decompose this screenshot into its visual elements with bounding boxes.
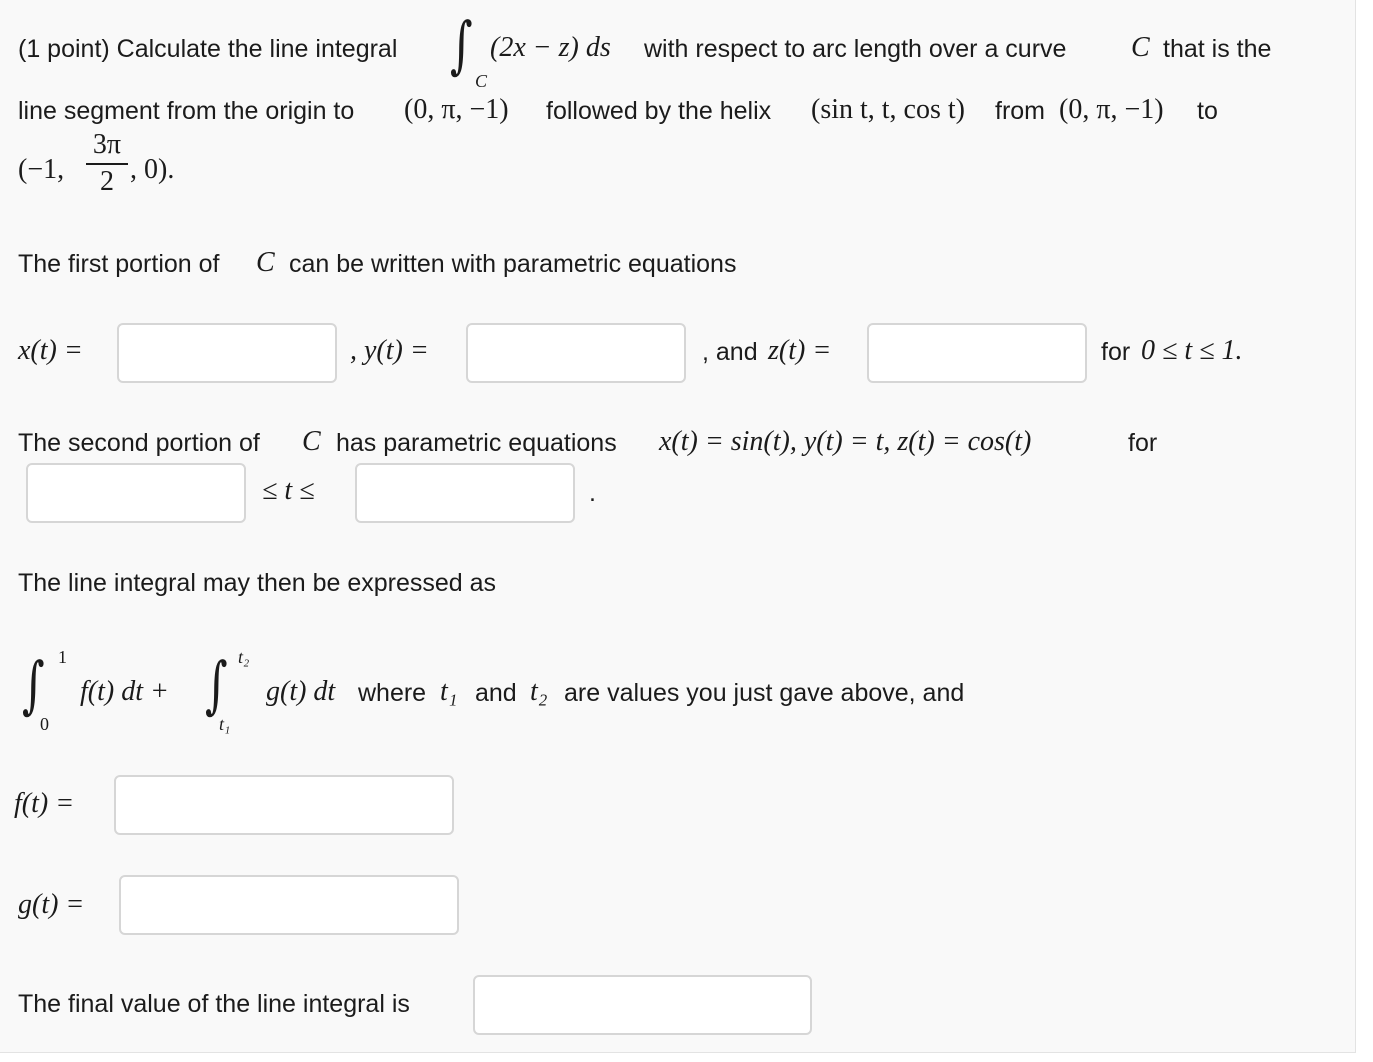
period: . bbox=[589, 479, 596, 507]
intro-suffix-b: that is the bbox=[1163, 35, 1272, 63]
where-a: where bbox=[358, 679, 427, 707]
integral-sign: ∫ bbox=[450, 8, 473, 81]
integral-1-upper: 1 bbox=[58, 647, 67, 667]
t1-symbol: t₁ bbox=[440, 676, 458, 707]
x-input[interactable] bbox=[117, 323, 337, 383]
t2-symbol: t₂ bbox=[530, 676, 548, 707]
integral-2-upper: t₂ bbox=[238, 647, 250, 667]
line2-d: to bbox=[1197, 97, 1218, 125]
t-lower-input[interactable] bbox=[26, 463, 246, 523]
where-c: are values you just gave above, and bbox=[564, 679, 965, 707]
line2-b: followed by the helix bbox=[546, 97, 772, 125]
endpoint-numerator: 3π bbox=[92, 129, 122, 160]
g-label: g(t) = bbox=[18, 889, 85, 920]
g-input[interactable] bbox=[119, 875, 459, 935]
first-portion-curve: C bbox=[256, 247, 275, 278]
t-range-ineq: ≤ t ≤ bbox=[262, 475, 315, 506]
integral-sign-1: ∫ bbox=[22, 648, 45, 721]
second-portion-for: for bbox=[1128, 429, 1158, 457]
expression-text: The line integral may then be expressed as bbox=[18, 569, 497, 597]
second-portion-curve: C bbox=[302, 426, 321, 457]
line2-c: from bbox=[995, 97, 1045, 125]
integral-2-lower: t₁ bbox=[219, 714, 231, 734]
helix-equations: x(t) = sin(t), y(t) = t, z(t) = cos(t) bbox=[659, 426, 1032, 457]
z-input[interactable] bbox=[867, 323, 1087, 383]
first-portion-b: can be written with parametric equations bbox=[289, 250, 737, 278]
z-label-b: z(t) = bbox=[768, 335, 832, 366]
z-label-a: , and bbox=[702, 338, 758, 366]
y-input[interactable] bbox=[466, 323, 686, 383]
y-label: , y(t) = bbox=[350, 335, 429, 366]
f-term: f(t) dt + bbox=[80, 676, 169, 707]
g-term: g(t) dt bbox=[266, 676, 336, 707]
second-portion-a: The second portion of bbox=[18, 429, 260, 457]
point-1: (0, π, −1) bbox=[404, 94, 509, 125]
intro-prefix: (1 point) Calculate the line integral bbox=[18, 35, 398, 63]
endpoint-open: (−1, bbox=[18, 154, 65, 185]
range-for: for bbox=[1101, 338, 1131, 366]
helix-expression: (sin t, t, cos t) bbox=[811, 94, 965, 125]
range-ineq: 0 ≤ t ≤ 1. bbox=[1141, 335, 1243, 366]
f-label: f(t) = bbox=[14, 788, 75, 819]
second-portion-b: has parametric equations bbox=[336, 429, 617, 457]
f-input[interactable] bbox=[114, 775, 454, 835]
integral-subscript: C bbox=[475, 71, 488, 91]
intro-suffix-a: with respect to arc length over a curve bbox=[644, 35, 1067, 63]
x-label: x(t) = bbox=[18, 335, 83, 366]
integrand: (2x − z) ds bbox=[490, 32, 611, 63]
t-upper-input[interactable] bbox=[355, 463, 575, 523]
first-portion-a: The first portion of bbox=[18, 250, 220, 278]
where-b: and bbox=[475, 679, 517, 707]
integral-1-lower: 0 bbox=[40, 714, 49, 734]
endpoint-denominator: 2 bbox=[100, 166, 114, 197]
endpoint-close: , 0). bbox=[130, 154, 175, 185]
fraction-bar bbox=[86, 163, 128, 165]
integral-sign-2: ∫ bbox=[205, 648, 228, 721]
curve-symbol: C bbox=[1131, 32, 1150, 63]
point-2: (0, π, −1) bbox=[1059, 94, 1164, 125]
final-label: The final value of the line integral is bbox=[18, 990, 410, 1018]
line2-a: line segment from the origin to bbox=[18, 97, 355, 125]
final-input[interactable] bbox=[473, 975, 812, 1035]
